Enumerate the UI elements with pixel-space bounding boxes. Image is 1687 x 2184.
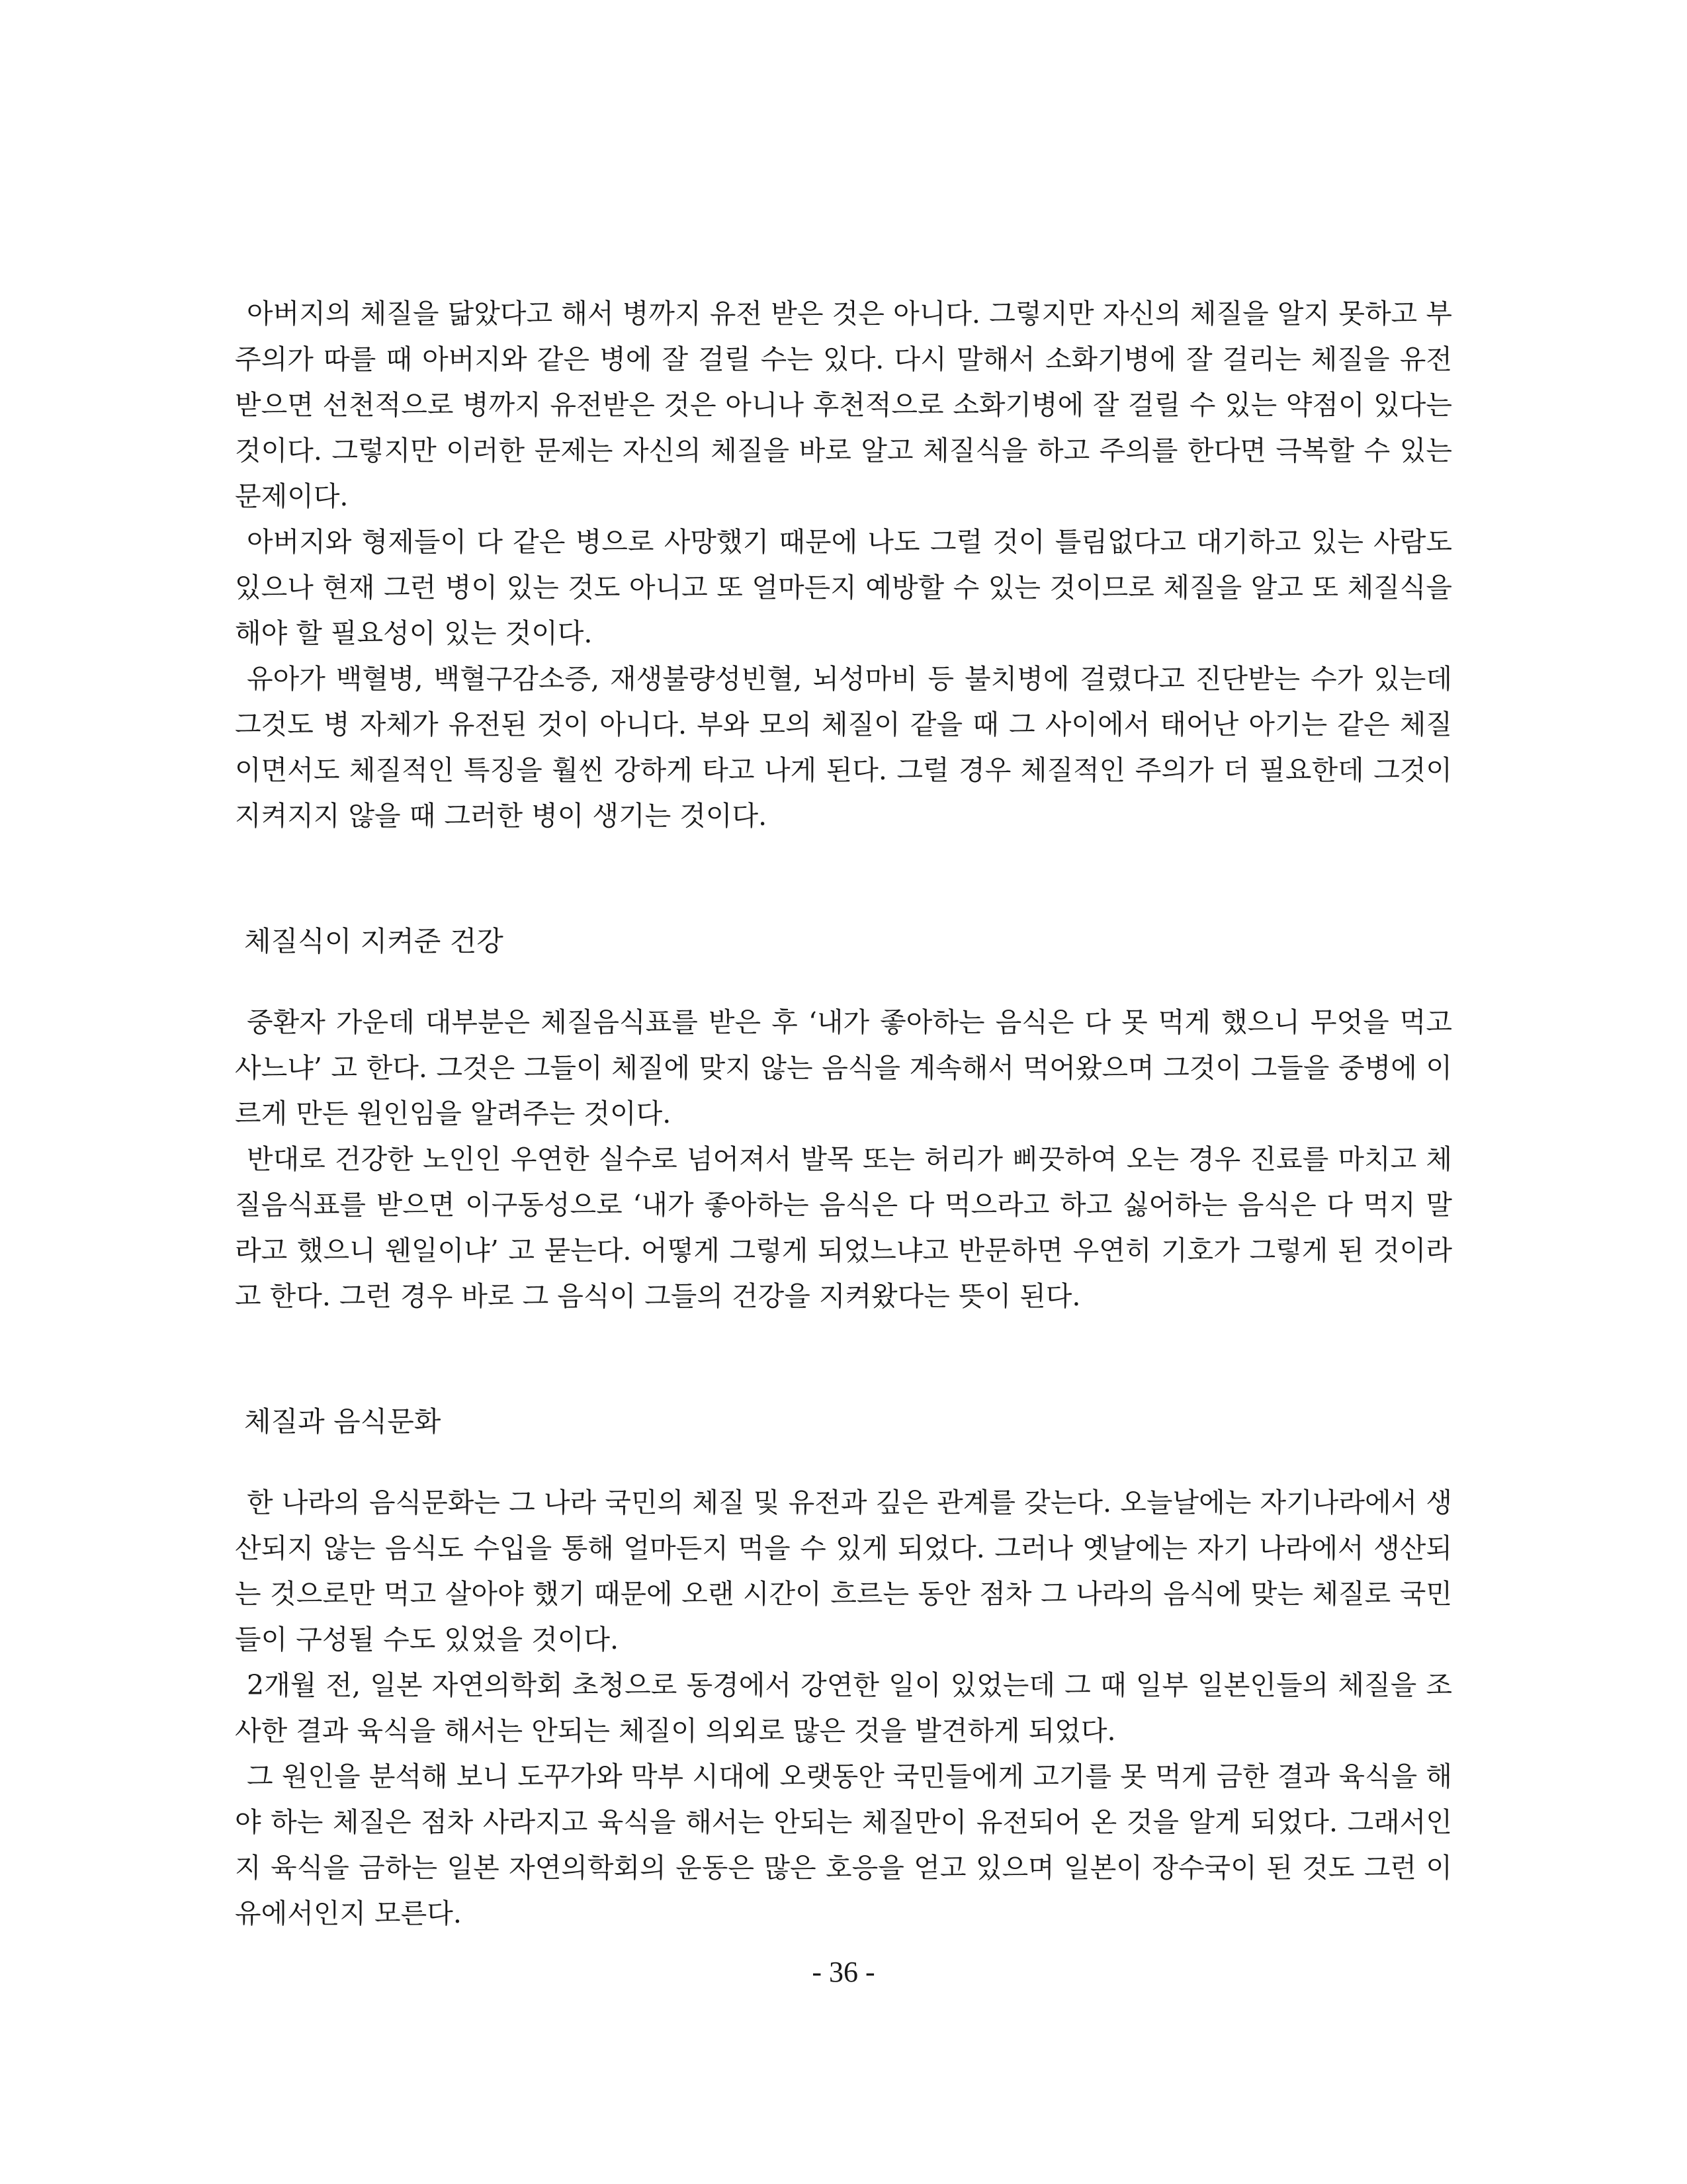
paragraph: 그 원인을 분석해 보니 도꾸가와 막부 시대에 오랫동안 국민들에게 고기를 못 먹게 금한 결과 육식을 해야 하는 체질은 점차 사라지고 육식을 해서는 안되는 체질만이 유전되어 온 것을 알게 되었다. 그래서인지 육식을 금하는 일본 자연의학회의 운동은 많은 호응을 얻고 있으며 일본이 장수국이 된 것도 그런 이유에서인지 모른다. [235, 1761, 1452, 1929]
paragraph: 2개월 전, 일본 자연의학회 초청으로 동경에서 강연한 일이 있었는데 그 때 일부 일본인들의 체질을 조사한 결과 육식을 해서는 안되는 체질이 의외로 많은 것을 발견하게 되었다. [235, 1669, 1452, 1747]
paragraph: 반대로 건강한 노인인 우연한 실수로 넘어져서 발목 또는 허리가 삐끗하여 오는 경우 진료를 마치고 체질음식표를 받으면 이구동성으로 ‘내가 좋아하는 음식은 다 먹으라고 하고 싫어하는 음식은 다 먹지 말라고 했으니 웬일이냐’ 고 묻는다. 어떻게 그렇게 되었느냐고 반문하면 우연히 기호가 그렇게 된 것이라고 한다. 그런 경우 바로 그 음식이 그들의 건강을 지켜왔다는 뜻이 된다. [235, 1143, 1452, 1312]
section-constitution-food-culture [235, 1402, 1452, 1937]
page-number: - 36 - [812, 1956, 875, 1988]
paragraph: 한 나라의 음식문화는 그 나라 국민의 체질 및 유전과 깊은 관계를 갖는다. 오늘날에는 자기나라에서 생산되지 않는 음식도 수입을 통해 얼마든지 먹을 수 있게 되었다. 그러나 옛날에는 자기 나라에서 생산되는 것으로만 먹고 살아야 했기 때문에 오랜 시간이 흐르는 동안 점차 그 나라의 음식에 맞는 체질로 국민들이 구성될 수도 있었을 것이다. [235, 1487, 1452, 1655]
section-heading: 체질식이 지켜준 건강 [244, 925, 503, 957]
paragraph: 중환자 가운데 대부분은 체질음식표를 받은 후 ‘내가 좋아하는 음식은 다 못 먹게 했으니 무엇을 먹고 사느냐’ 고 한다. 그것은 그들이 체질에 맞지 않는 음식을 계속해서 먹어왔으며 그것이 그들을 중병에 이르게 만든 원인임을 알려주는 것이다. [235, 1006, 1452, 1129]
section-heading: 체질과 음식문화 [244, 1405, 441, 1438]
paragraph: 아버지의 체질을 닮았다고 해서 병까지 유전 받은 것은 아니다. 그렇지만 자신의 체질을 알지 못하고 부주의가 따를 때 아버지와 같은 병에 잘 걸릴 수는 있다. 다시 말해서 소화기병에 잘 걸리는 체질을 유전 받으면 선천적으로 병까지 유전받은 것은 아니나 후천적으로 소화기병에 잘 걸릴 수 있는 약점이 있다는 것이다. 그렇지만 이러한 문제는 자신의 체질을 바로 알고 체질식을 하고 주의를 한다면 극복할 수 있는 문제이다. [235, 298, 1452, 512]
section-constitution-diet-health [235, 922, 1452, 1319]
paragraph: 아버지와 형제들이 다 같은 병으로 사망했기 때문에 나도 그럴 것이 틀림없다고 대기하고 있는 사람도 있으나 현재 그런 병이 있는 것도 아니고 또 얼마든지 예방할 수 있는 것이므로 체질을 알고 또 체질식을 해야 할 필요성이 있는 것이다. [235, 526, 1452, 649]
intro-section [235, 291, 1452, 839]
page-body [235, 291, 1452, 1937]
paragraph: 유아가 백혈병, 백혈구감소증, 재생불량성빈혈, 뇌성마비 등 불치병에 걸렸다고 진단받는 수가 있는데 그것도 병 자체가 유전된 것이 아니다. 부와 모의 체질이 같을 때 그 사이에서 태어난 아기는 같은 체질이면서도 체질적인 특징을 훨씬 강하게 타고 나게 된다. 그럴 경우 체질적인 주의가 더 필요한데 그것이 지켜지지 않을 때 그러한 병이 생기는 것이다. [235, 663, 1452, 832]
